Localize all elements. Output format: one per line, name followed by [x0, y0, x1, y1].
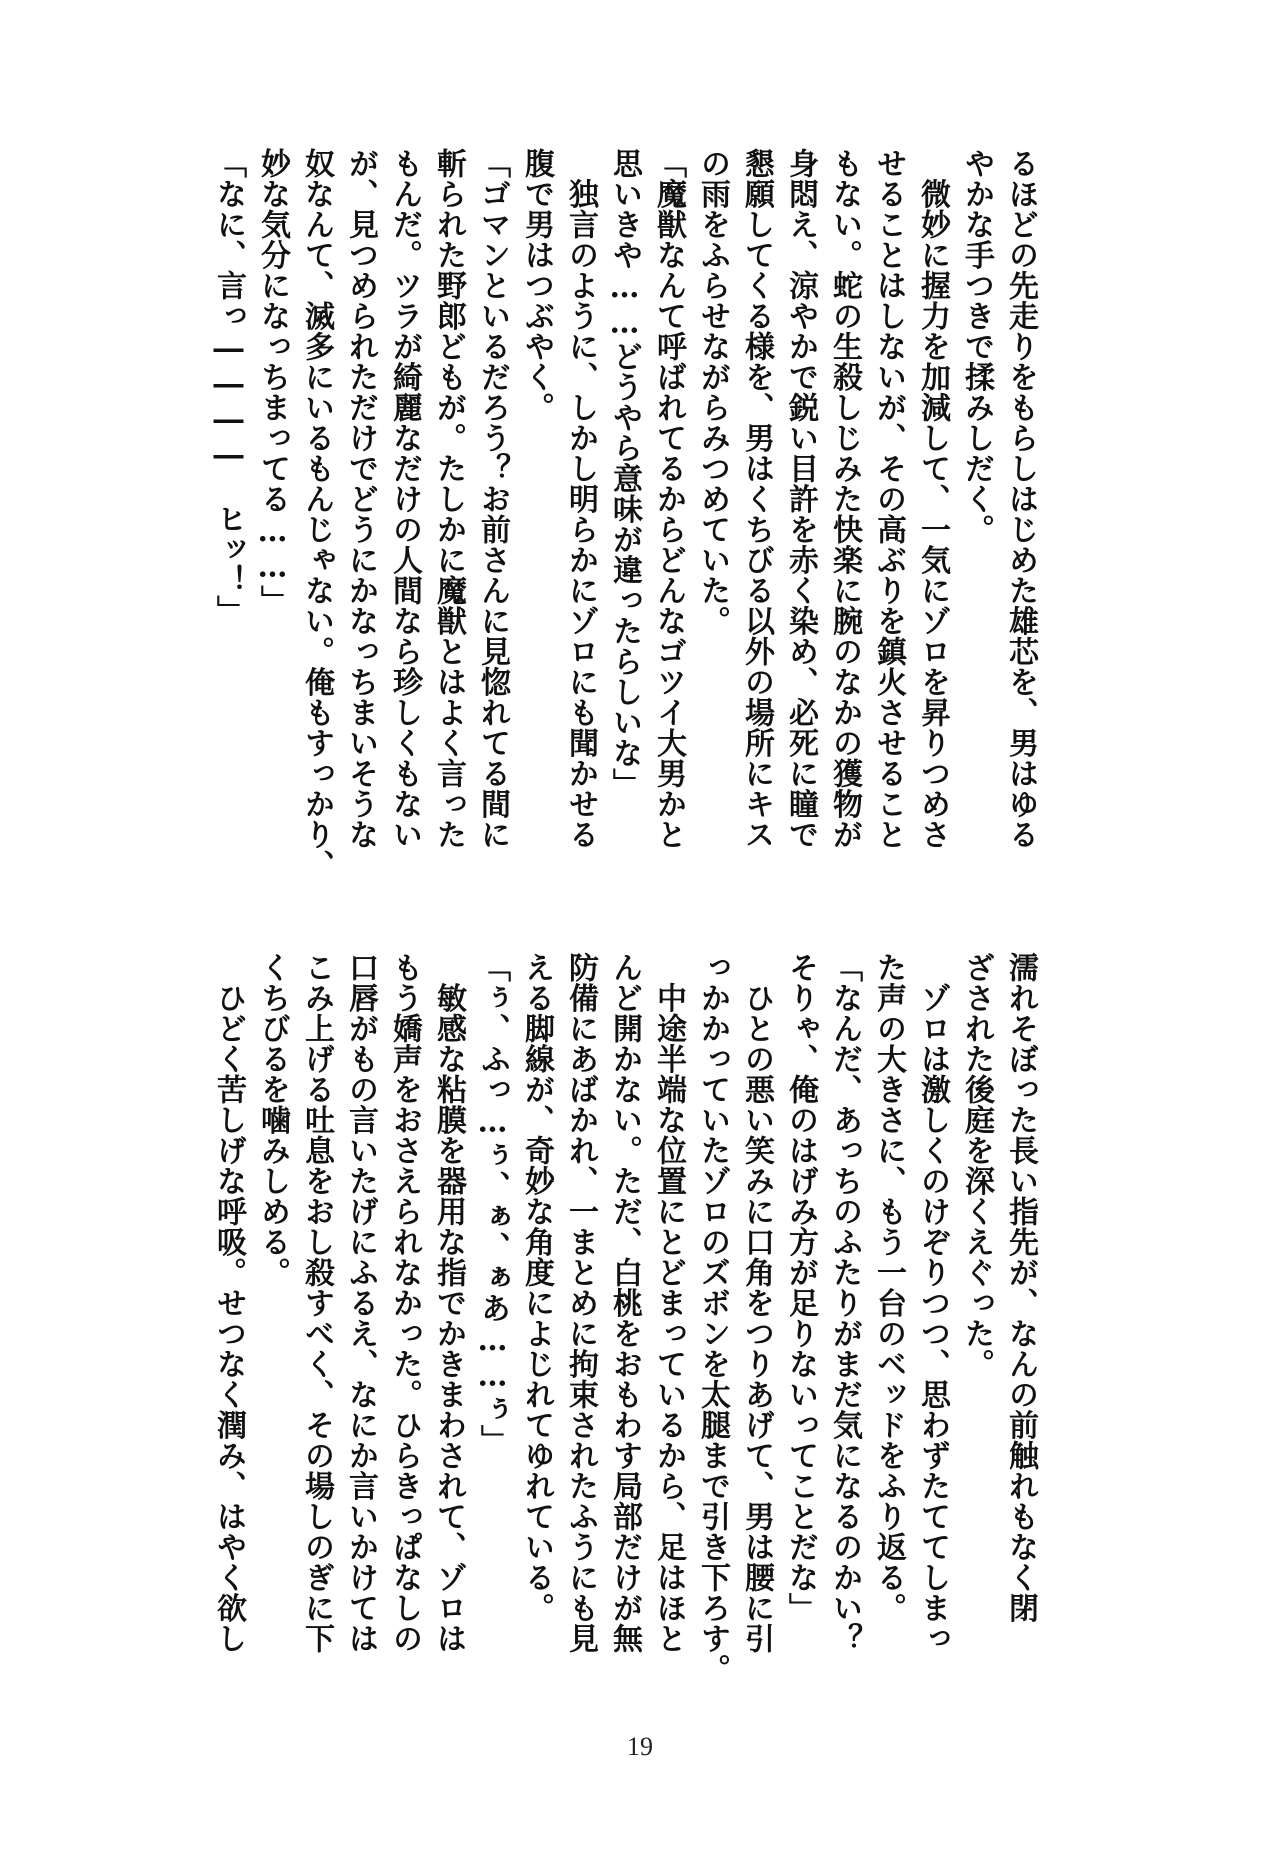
top-text-line: の雨をふらせながらみつめていた。: [695, 148, 730, 636]
bottom-text-line: こみ上げる吐息をおし殺すべく、その場しのぎに下: [299, 952, 334, 1654]
bottom-text-line: 口唇がもの言いたげにふるえ、なにか言いかけては: [343, 952, 378, 1654]
bottom-text-line: くちびるを噛みしめる。: [255, 952, 290, 1288]
top-text-line: 「ゴマンといるだろう？お前さんに見惚れてる間に: [475, 148, 510, 850]
bottom-text-line: もう嬌声をおさえられなかった。ひらきっぱなしの: [387, 952, 422, 1654]
top-text-line: やかな手つきで揉みしだく。: [959, 148, 994, 545]
top-text-line: もない。蛇の生殺しじみた快楽に腕のなかの獲物が: [827, 148, 862, 850]
top-text-line: が、見つめられただけでどうにかなっちまいそうな: [343, 148, 378, 850]
bottom-text-line: 濡れそぼった長い指先が、なんの前触れもなく閉: [1003, 952, 1038, 1623]
top-text-line: 「なに、言っ―――― ヒッ！」: [211, 148, 246, 626]
top-text-line: 独言のように、しかし明らかにゾロにも聞かせる: [563, 148, 598, 850]
bottom-text-line: 防備にあばかれ、一まとめに拘束されたふうにも見: [563, 952, 598, 1654]
bottom-text-line: 敏感な粘膜を器用な指でかきまわされて、ゾロは: [431, 952, 466, 1654]
text-block-lower: [211, 952, 1042, 1694]
bottom-text-line: 中途半端な位置にとどまっているから、足はほと: [651, 952, 686, 1654]
text-block-upper: [211, 148, 1042, 890]
top-text-line: 斬られた野郎どもが。たしかに魔獣とはよく言った: [431, 148, 466, 850]
bottom-text-line: ひとの悪い笑みに口角をつりあげて、男は腰に引: [739, 952, 774, 1654]
page-number: 19: [627, 1732, 653, 1761]
top-text-line: 「魔獣なんて呼ばれてるからどんなゴツイ大男かと: [651, 148, 686, 850]
bottom-text-line: ひどく苦しげな呼吸。せつなく潤み、はやく欲し: [211, 952, 246, 1654]
bottom-text-line: っかかっていたゾロのズボンを太腿まで引き下ろす。: [695, 952, 730, 1684]
top-text-line: 腹で男はつぶやく。: [519, 148, 554, 423]
top-text-line: せることはしないが、その高ぶりを鎮火させること: [871, 148, 906, 850]
top-text-line: 妙な気分になっちまってる……」: [255, 148, 290, 616]
bottom-text-line: そりゃ、俺のはげみ方が足りないってことだな」: [783, 952, 818, 1623]
bottom-text-line: 「なんだ、あっちのふたりがまだ気になるのかい？: [827, 952, 862, 1654]
top-text-line: 微妙に握力を加減して、一気にゾロを昇りつめさ: [915, 148, 950, 850]
top-text-line: 思いきや……どうやら意味が違ったらしいな」: [607, 148, 642, 799]
bottom-text-line: んど開かない。ただ、白桃をおもわす局部だけが無: [607, 952, 642, 1654]
top-text-line: 奴なんて、滅多にいるもんじゃない。俺もすっかり、: [299, 148, 334, 880]
top-text-line: 身悶え、涼やかで鋭い目許を赤く染め、必死に瞳で: [783, 148, 818, 850]
bottom-text-line: ざされた後庭を深くえぐった。: [959, 952, 994, 1379]
bottom-text-line: 「ぅ、ふっ…ぅ、ぁ、ぁあ……ぅ」: [475, 952, 510, 1455]
bottom-text-line: ゾロは激しくのけぞりつつ、思わずたててしまっ: [915, 952, 950, 1654]
top-text-line: もんだ。ツラが綺麗なだけの人間なら珍しくもない: [387, 148, 422, 850]
top-text-line: 懇願してくる様を、男はくちびる以外の場所にキス: [739, 148, 774, 850]
bottom-text-line: える脚線が、奇妙な角度によじれてゆれている。: [519, 952, 554, 1623]
bottom-text-line: た声の大きさに、もう一台のベッドをふり返る。: [871, 952, 906, 1623]
top-text-line: るほどの先走りをもらしはじめた雄芯を、男はゆる: [1003, 148, 1038, 850]
